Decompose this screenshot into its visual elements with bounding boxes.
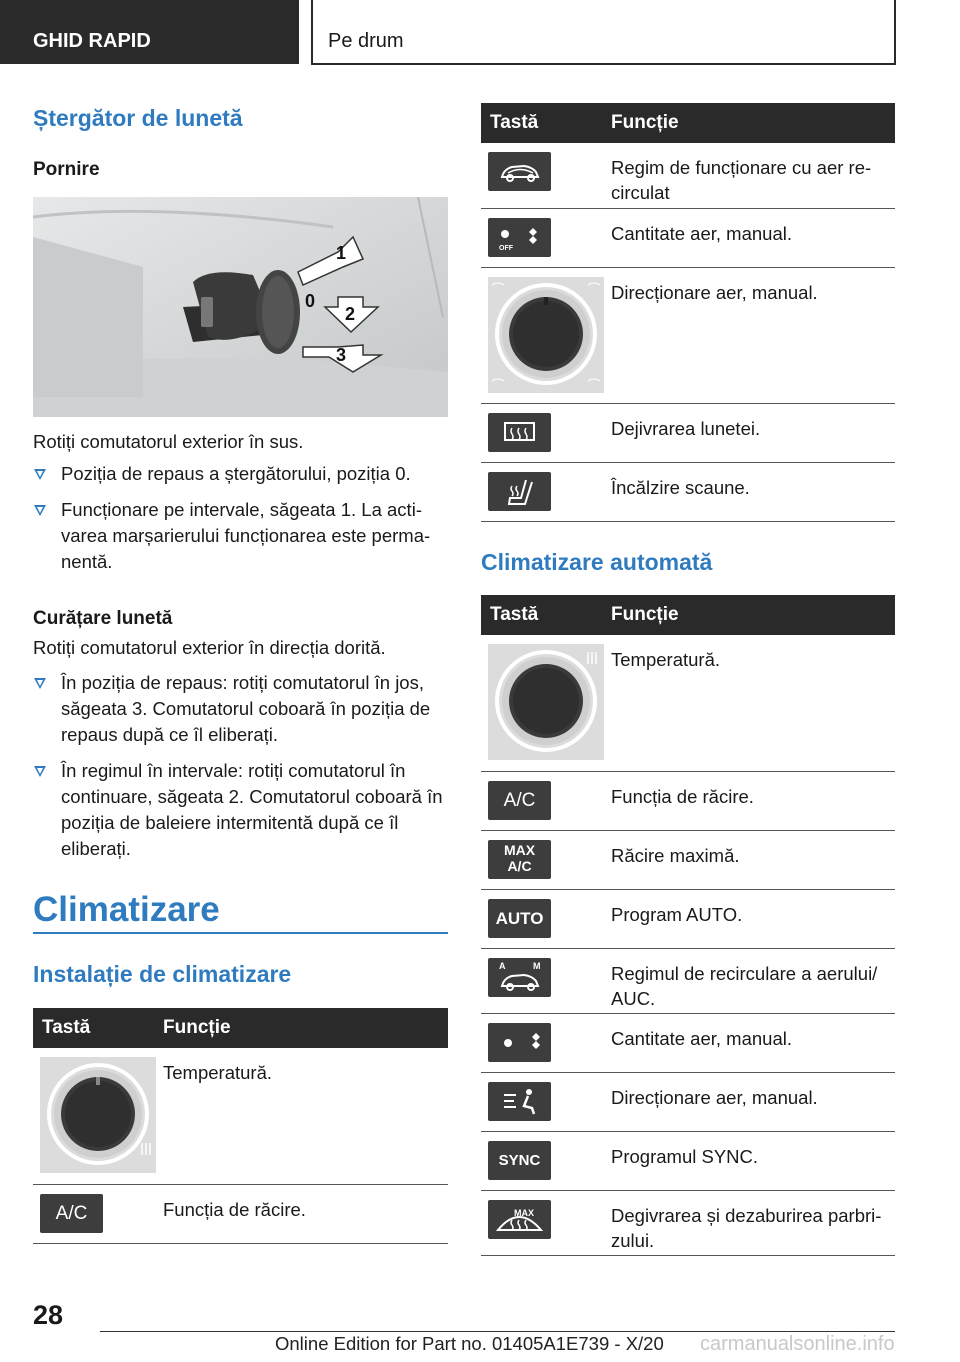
wiper-intro-text: Rotiți comutatorul exterior în sus. [33, 431, 304, 452]
temperature-knob-icon [40, 1057, 156, 1173]
row-function-text: Răcire maximă. [605, 830, 895, 889]
table-header-row [33, 1008, 448, 1048]
recirculation-icon [488, 152, 551, 191]
seat-heating-icon [488, 472, 551, 511]
svg-text:OFF: OFF [499, 244, 513, 252]
list-item [33, 461, 448, 487]
list-item-text: Funcționare pe intervale, săgeata 1. La activarea marșarierului funcționarea este permanentă. [61, 499, 431, 572]
rear-wiper-title: Ștergător de lunetă [33, 105, 243, 131]
footer-divider [100, 1331, 895, 1332]
table-row [33, 1048, 448, 1184]
table-row [481, 1013, 895, 1072]
row-function-text: Dejivrarea lunetei. [605, 403, 895, 462]
automatic-climate-title: Climatizare automată [481, 549, 713, 575]
pornire-subtitle: Pornire [33, 159, 100, 180]
curatare-intro-text: Rotiți comutatorul exterior în direcția dorită. [33, 637, 386, 658]
row-function-text: Programul SYNC. [605, 1131, 895, 1190]
auc-recirculation-icon [488, 958, 551, 997]
row-function-text: Direcționare aer, manual. [605, 267, 895, 403]
climatizare-title: Climatizare [33, 890, 220, 929]
position-label-0: 0 [305, 291, 316, 311]
windshield-max-defrost-icon [488, 1200, 551, 1239]
max-ac-button-icon: MAX A/C [488, 840, 551, 879]
table-row [481, 948, 895, 1013]
fan-speed-icon [488, 1023, 551, 1062]
row-function-text: Încălzire scaune. [605, 462, 895, 521]
arrow-label-3: 3 [336, 345, 347, 365]
row-function-text: Funcția de răcire. [605, 771, 895, 830]
page-number: 28 [33, 1300, 64, 1330]
table-row [481, 771, 895, 830]
edition-note: Online Edition for Part no. 01405A1E739 - X/20 [275, 1333, 664, 1354]
row-function-text: Regimul de recirculare a aerului/ AUC. [605, 948, 895, 1013]
bullet-triangle-icon [34, 678, 46, 689]
auto-button-icon: AUTO [488, 899, 551, 938]
wiper-position-list [33, 461, 448, 585]
row-function-text: Direcționare aer, manual. [605, 1072, 895, 1131]
wiper-stalk-illustration [33, 197, 448, 417]
row-function-text: Funcția de răcire. [157, 1184, 448, 1243]
guide-section-label: GHID RAPID [33, 30, 151, 52]
table-row [481, 889, 895, 948]
instalatie-title: Instalație de climatizare [33, 961, 292, 987]
row-function-text: Temperatură. [157, 1048, 448, 1184]
row-function-text: Regim de funcționare cu aer recirculat [605, 143, 895, 208]
ac-button-icon: A/C [40, 1194, 103, 1233]
table-row [481, 403, 895, 462]
climate-keys-table [481, 103, 895, 522]
table-row [481, 635, 895, 771]
col-header-function: Funcție [605, 103, 895, 143]
table-row [481, 830, 895, 889]
table-header-row [481, 103, 895, 143]
table-row [481, 1072, 895, 1131]
temperature-knob-icon [488, 644, 604, 760]
col-header-key: Tastă [33, 1008, 157, 1048]
instalatie-table [33, 1008, 448, 1244]
arrow-label-1: 1 [336, 243, 347, 263]
bullet-triangle-icon [34, 766, 46, 777]
curatare-list [33, 670, 448, 872]
list-item-text: Poziția de repaus a ștergătorului, poziția 0. [61, 463, 411, 484]
list-item [33, 497, 448, 575]
row-function-text: Temperatură. [605, 635, 895, 771]
row-function-text: Program AUTO. [605, 889, 895, 948]
row-function-text: Cantitate aer, manual. [605, 1013, 895, 1072]
bullet-triangle-icon [34, 469, 46, 480]
watermark: carmanualsonline.info [700, 1333, 895, 1355]
guide-section-tab [0, 0, 299, 64]
table-header-row [481, 595, 895, 635]
fan-off-icon [488, 218, 551, 257]
row-function-text: Degivrarea și dezaburirea parbrizului. [605, 1190, 895, 1255]
table-row [481, 143, 895, 208]
curatare-subtitle: Curățare lunetă [33, 608, 173, 629]
row-function-text: Cantitate aer, manual. [605, 208, 895, 267]
table-row [481, 1131, 895, 1190]
chapter-label: Pe drum [328, 30, 404, 52]
air-distribution-icon [488, 1082, 551, 1121]
col-header-key: Tastă [481, 103, 605, 143]
automatic-climate-table [481, 595, 895, 1256]
list-item [33, 758, 448, 862]
table-row [481, 1190, 895, 1255]
list-item-text: În poziția de repaus: rotiți comutatorul în jos, săgeata 3. Comutatorul coboară în poziția de repaus după ce îl eliberați. [61, 672, 431, 745]
table-row [481, 208, 895, 267]
air-direction-knob-icon [488, 277, 604, 393]
ac-button-icon: A/C [488, 781, 551, 820]
col-header-function: Funcție [157, 1008, 448, 1048]
svg-text:MAX: MAX [514, 1207, 534, 1218]
arrow-label-2: 2 [345, 304, 356, 324]
bullet-triangle-icon [34, 505, 46, 516]
col-header-key: Tastă [481, 595, 605, 635]
chapter-tab [311, 0, 896, 65]
table-row [33, 1184, 448, 1243]
svg-text:A: A [499, 960, 506, 971]
list-item-text: În regimul în intervale: rotiți comutatorul în continuare, săgeata 2. Comutatorul coboară în poziția de baleiere intermitentă după ce îl eliberați. [61, 760, 443, 859]
table-row [481, 267, 895, 403]
sync-button-icon: SYNC [488, 1141, 551, 1180]
svg-text:M: M [533, 960, 541, 971]
section-divider [33, 932, 448, 934]
list-item [33, 670, 448, 748]
col-header-function: Funcție [605, 595, 895, 635]
table-row [481, 462, 895, 521]
rear-defrost-icon [488, 413, 551, 452]
